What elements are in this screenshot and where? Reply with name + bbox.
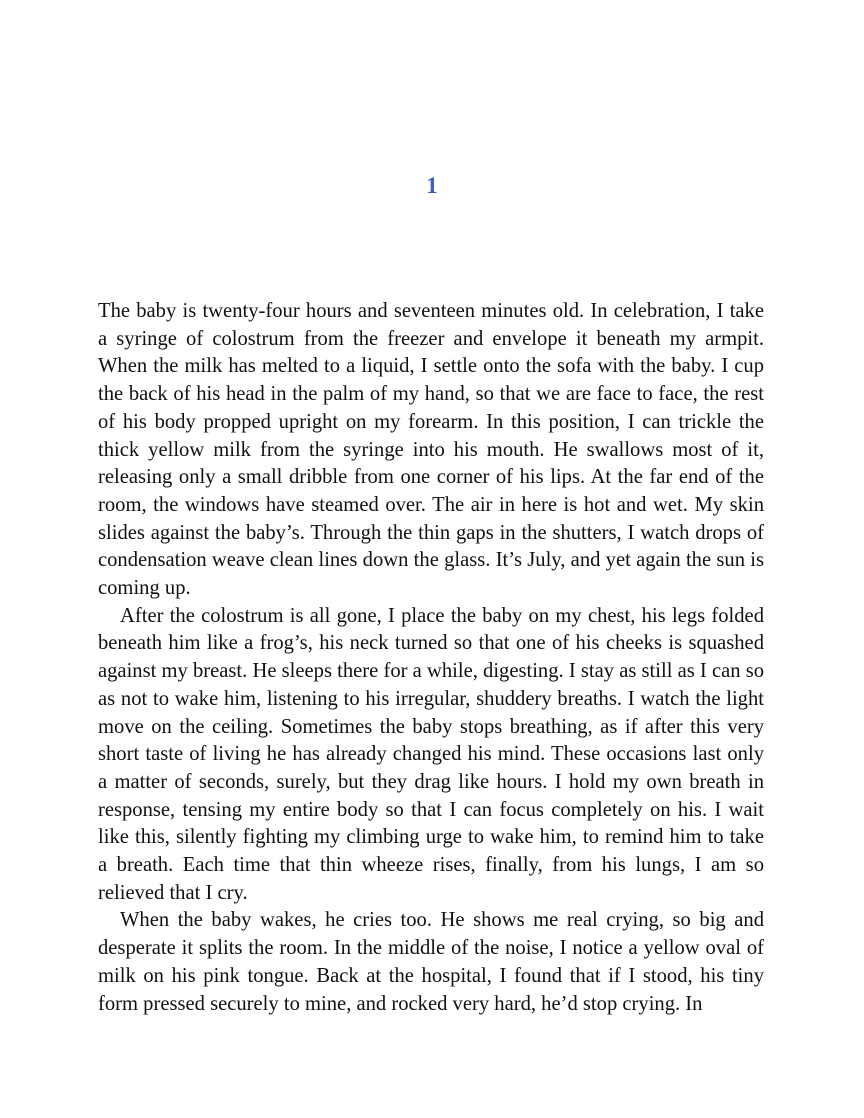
paragraph-2: After the colostrum is all gone, I place the baby on my chest, his legs folded beneath him like a frog’s, his neck turned so that one of his cheeks is squashed against my breast. He sleeps there for a while, digesting. I stay as still as I can so as not to wake him, listening to his irregular, shuddery breaths. I watch the light move on the ceiling. Sometimes the baby stops breathing, as if after this very short taste of living he has already changed his mind. These occasions last only a matter of seconds, surely, but they drag like hours. I hold my own breath in response, tensing my entire body so that I can focus completely on his. I wait like this, silently fighting my climbing urge to wake him, to remind him to take a breath. Each time that thin wheeze rises, finally, from his lungs, I am so relieved that I cry. xyxy=(98,604,764,904)
paragraph-3: When the baby wakes, he cries too. He shows me real crying, so big and desperate it splits the room. In the middle of the noise, I notice a yellow oval of milk on his pink tongue. Back at the hospital, I found that if I stood, his tiny form pressed securely to mine, and rocked very hard, he’d stop crying. In xyxy=(98,909,764,1015)
chapter-body xyxy=(98,298,764,1018)
paragraph-1: The baby is twenty-four hours and seventeen minutes old. In celebration, I take a syringe of colostrum from the freezer and envelope it beneath my armpit. When the milk has melted to a liquid, I settle onto the sofa with the baby. I cup the back of his head in the palm of my hand, so that we are face to face, the rest of his body propped upright on my forearm. In this position, I can trickle the thick yellow milk from the syringe into his mouth. He swallows most of it, releasing only a small dribble from one corner of his lips. At the far end of the room, the windows have steamed over. The air in here is hot and wet. My skin slides against the baby’s. Through the thin gaps in the shutters, I watch drops of condensation weave clean lines down the glass. It’s July, and yet again the sun is coming up. xyxy=(98,300,764,600)
chapter-number: 1 xyxy=(426,173,438,198)
